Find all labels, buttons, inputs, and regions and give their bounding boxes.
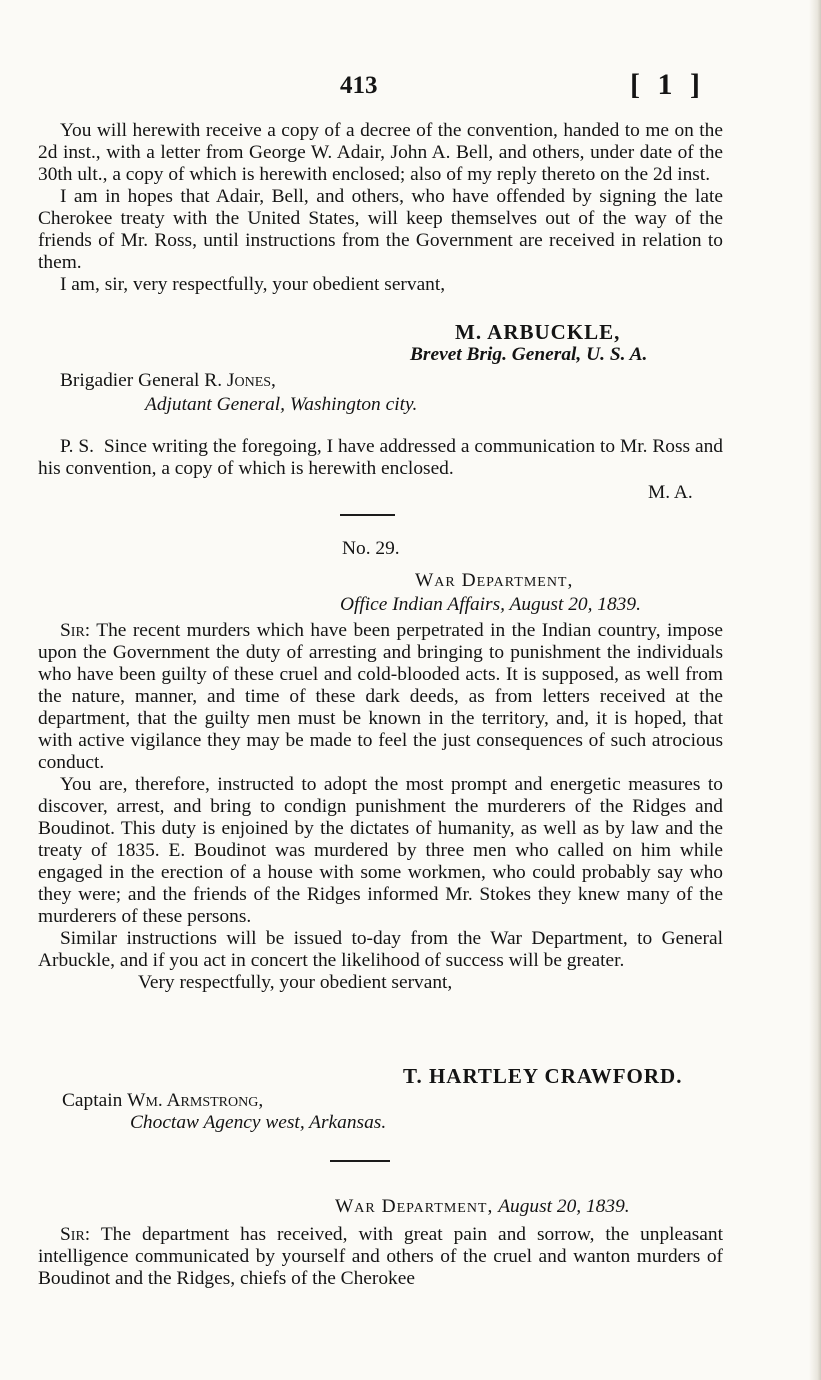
addressee-name <box>60 370 276 392</box>
page-number: 413 <box>340 72 378 99</box>
addressee-surname: Wm. Armstrong, <box>127 1090 264 1111</box>
letter-3-body <box>38 1224 723 1290</box>
letter-number: No. 29. <box>342 538 400 559</box>
ps-body: Since writing the foregoing, I have addressed a communication to Mr. Ross and his convention, a copy of which is herewith enclosed. <box>38 436 723 479</box>
addressee-name <box>62 1090 263 1112</box>
postscript <box>38 436 723 480</box>
ps-initials: M. A. <box>648 482 693 503</box>
addressee-surname: Jones, <box>226 370 276 391</box>
closing-line: I am, sir, very respectfully, your obedient servant, <box>60 274 446 295</box>
page-edge-shadow <box>809 0 821 1380</box>
ps-label: P. S. <box>60 436 95 457</box>
addressee-place: Choctaw Agency west, Arkansas. <box>130 1112 387 1133</box>
page-header <box>0 68 821 112</box>
postscript-text <box>38 436 723 480</box>
letter-1-body <box>38 120 723 296</box>
addressee-title: Adjutant General, Washington city. <box>145 394 418 415</box>
paragraph: I am in hopes that Adair, Bell, and others, who have offended by signing the late Cherokee treaty with the United States, will keep themselves out of the way of the friends of Mr. Ross, until instructions from the Government are received in relation to them. <box>38 186 723 273</box>
paragraph: Similar instructions will be issued to-day from the War Department, to General Arbuckle, and if you act in concert the likelihood of success will be greater. <box>38 928 723 971</box>
paragraph-text: The department has received, with great pain and sorrow, the unpleasant intelligence communicated by yourself and others of the cruel and wanton murders of Boudinot and the Ridges, chiefs of the Cherokee <box>38 1224 723 1289</box>
office-and-date: Office Indian Affairs, August 20, 1839. <box>340 594 641 615</box>
letter-2-body <box>38 620 723 994</box>
paragraph <box>38 620 723 774</box>
department-heading: War Department, <box>415 570 574 591</box>
salutation: Sir: <box>60 1224 91 1245</box>
department-heading: War Department, <box>335 1196 494 1217</box>
paragraph: You will herewith receive a copy of a decree of the convention, handed to me on the 2d inst., with a letter from George W. Adair, John A. Bell, and others, under date of the 30th ult., a copy of which is herewith enclosed; also of my reply thereto on the 2d inst. <box>38 120 723 185</box>
addressee-prefix: Brigadier General R. <box>60 370 227 391</box>
paragraph-text: The recent murders which have been perpetrated in the Indian country, impose upon the Government the duty of arresting and bringing to punishment the individuals who have been guilty of these cruel and cold-blooded acts. It is supposed, as well from the nature, manner, and time of these dark deeds, as from letters received at the department, that the guilty men must be known in the territory, and, it is hoped, that with active vigilance they may be made to feel the just consequences of such atrocious conduct. <box>38 620 724 773</box>
paragraph: You are, therefore, instructed to adopt the most prompt and energetic measures to discover, arrest, and bring to condign punishment the murderers of the Ridges and Boudinot. This duty is enjoined by the dictates of humanity, as well as by law and the treaty of 1835. E. Boudinot was murdered by three men who called on him while engaged in the erection of a house with some workmen, who could probably say who they were; and the friends of the Ridges informed Mr. Stokes they knew many of the murderers of these persons. <box>38 774 723 927</box>
letter-3-heading <box>335 1196 630 1218</box>
document-number: [ 1 ] <box>630 68 705 101</box>
salutation: Sir: <box>60 620 91 641</box>
signer-title: Brevet Brig. General, U. S. A. <box>410 344 648 365</box>
section-divider <box>330 1160 390 1162</box>
paragraph <box>38 1224 723 1290</box>
letter-date: August 20, 1839. <box>498 1196 630 1217</box>
signature-crawford: T. HARTLEY CRAWFORD. <box>403 1064 683 1088</box>
signature-arbuckle: M. ARBUCKLE, <box>455 320 621 344</box>
section-divider <box>340 514 395 516</box>
addressee-prefix: Captain <box>62 1090 128 1111</box>
closing-line: Very respectfully, your obedient servant, <box>138 972 453 993</box>
